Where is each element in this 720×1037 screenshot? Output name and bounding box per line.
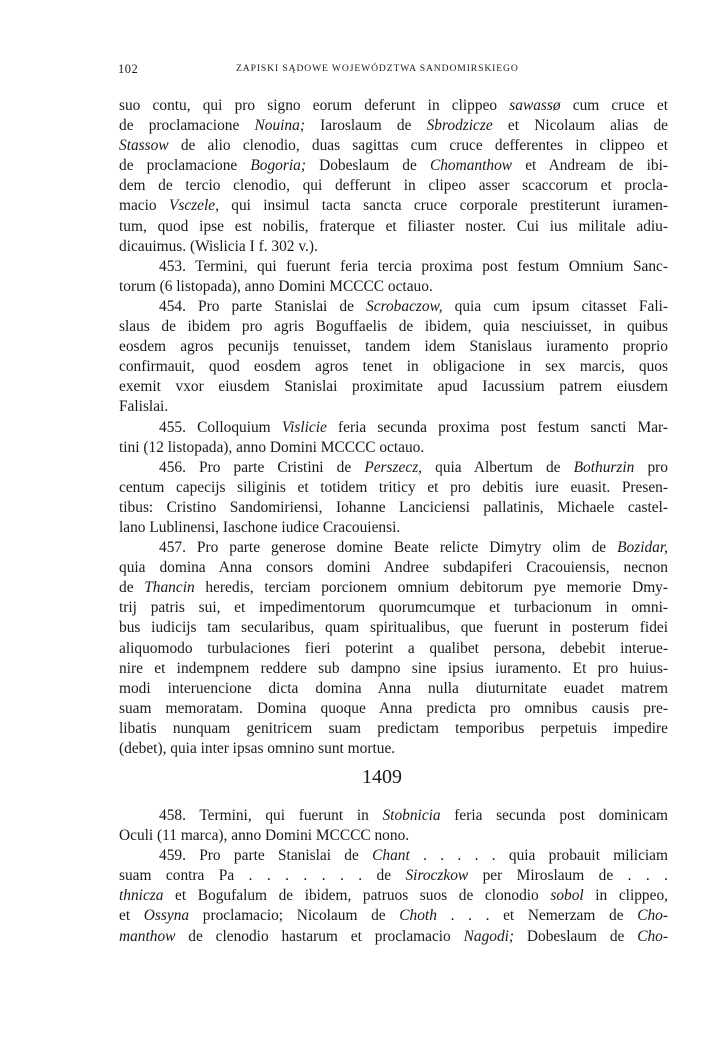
italic-name: Perszecz,: [364, 458, 423, 476]
italic-name: Chant: [372, 847, 410, 865]
text-run: dem de tercio clenodio, qui defferunt in clipeo asser scaccorum et procla-: [119, 177, 668, 195]
text-run: bus iudicijs tam secularibus, quam spiritualibus, que fuerunt in posterum fidei: [119, 619, 668, 637]
italic-name: Nagodi;: [463, 927, 515, 945]
text-line: [119, 679, 668, 699]
text-line: [119, 739, 668, 759]
italic-name: sobol: [550, 887, 584, 905]
text-line: [119, 806, 668, 826]
text-run: eosdem agros pecunijs tenuisset, tandem idem Stanislaus iuramento proprio: [119, 338, 668, 356]
text-run: de: [119, 579, 145, 597]
text-line: [119, 317, 668, 337]
text-run: quia domina Anna consors domini Andree subdapiferi Cracouiensis, necnon: [119, 559, 668, 577]
text-run: centum capecijs siliginis et totidem triticy et pro debitis iure euasit. Presen-: [119, 478, 668, 496]
italic-name: Nouina;: [254, 117, 305, 135]
text-run: pro: [634, 458, 668, 476]
text-run: tum, quod ipse est nobilis, fraterque et filiaster noster. Cui ius militale adiu-: [119, 217, 668, 235]
text-line: [119, 498, 668, 518]
italic-name: manthow: [119, 927, 176, 945]
text-run: suam memoratam. Domina quoque Anna predicta pro omnibus causis pre-: [119, 699, 668, 717]
text-run: confirmauit, quod eosdem agros tenet in obligacione in sex marcis, quos: [119, 358, 668, 376]
text-line: [119, 377, 668, 397]
italic-name: Cho-: [637, 927, 668, 945]
text-run: de clenodio hastarum et proclamacio: [175, 927, 464, 945]
text-run: 459. Pro parte Stanislai de: [159, 847, 373, 865]
text-line: [119, 438, 668, 458]
italic-name: Siroczkow: [405, 867, 469, 885]
text-run: et: [119, 907, 144, 925]
text-run: tibus: Cristino Sandomiriensi, Iohanne Lanciciensi pallatinis, Michaele castel-: [119, 498, 668, 516]
text-line: [119, 578, 668, 598]
text-line: [119, 337, 668, 357]
italic-name: Stassow: [119, 137, 169, 155]
text-run: et Nicolaum alias de: [492, 117, 669, 135]
text-run: 456. Pro parte Cristini de: [159, 458, 365, 476]
text-run: tini (12 listopada), anno Domini MCCCC octauo.: [119, 438, 425, 456]
text-run: in clippeo,: [583, 887, 668, 905]
text-line: [119, 538, 668, 558]
page-number: 102: [118, 62, 139, 76]
italic-name: sawassø: [509, 97, 561, 114]
page-header: [116, 62, 664, 78]
text-run: 458. Termini, qui fuerunt in: [159, 807, 383, 824]
text-line: [119, 357, 668, 377]
text-line: [119, 156, 668, 176]
italic-name: Scrobaczow,: [366, 297, 443, 315]
text-run: quia Albertum de: [422, 458, 574, 476]
text-run: 457. Pro parte generose domine Beate relicte Dimytry olim de: [159, 539, 618, 557]
text-run: suo contu, qui pro signo eorum deferunt in clippeo: [119, 97, 510, 114]
text-line: [119, 719, 668, 739]
italic-name: Sbrodzicze: [426, 117, 493, 135]
text-run: Dobeslaum de: [305, 157, 430, 175]
text-line: [119, 418, 668, 438]
text-line: [119, 397, 668, 417]
italic-name: Bozidar,: [617, 539, 668, 557]
text-line: [119, 826, 668, 846]
text-run: dicauimus. (Wislicia I f. 302 v.).: [119, 237, 318, 255]
text-run: 454. Pro parte Stanislai de: [159, 297, 367, 315]
text-run: Iaroslaum de: [304, 117, 427, 135]
italic-name: Thancin: [144, 579, 195, 597]
italic-name: Vsczele,: [168, 197, 219, 215]
italic-name: Ossyna: [143, 907, 190, 925]
body-text-block-2: [119, 806, 668, 947]
text-run: heredis, terciam porcionem omnium debitorum pye memorie Dmy-: [194, 579, 668, 597]
text-run: trij patris sui, et impedimentorum quorumcumque et turbacionum in omni-: [119, 599, 668, 617]
text-run: (debet), quia inter ipsas omnino sunt mortue.: [119, 740, 396, 757]
text-line: [119, 116, 668, 136]
text-run: macio: [119, 197, 169, 215]
text-line: [119, 618, 668, 638]
text-run: qui insimul tacta sancta cruce corporale prestiterunt iuramen-: [218, 197, 668, 215]
text-line: [119, 639, 668, 659]
text-line: [119, 518, 668, 538]
text-run: Falislai.: [119, 398, 169, 416]
text-line: [119, 217, 668, 237]
text-run: aliquomodo turbulaciones fieri poterint a qualibet persona, debebit interue-: [119, 639, 668, 657]
text-run: 455. Colloquium: [159, 418, 282, 436]
italic-name: Bogoria;: [250, 157, 306, 175]
text-line: [119, 96, 668, 116]
text-run: 453. Termini, qui fuerunt feria tercia proxima post festum Omnium Sanc-: [159, 257, 668, 275]
year-heading-text: 1409: [362, 766, 402, 788]
italic-name: Vislicie: [281, 418, 327, 436]
text-line: [119, 659, 668, 679]
text-line: [119, 237, 668, 257]
text-line: [119, 886, 668, 906]
text-line: [119, 196, 668, 216]
text-line: [119, 176, 668, 196]
text-run: quia cum ipsum citasset Fali-: [442, 297, 668, 315]
text-run: . . . et Nemerzam de: [436, 907, 638, 925]
text-run: per Miroslaum de . . .: [468, 867, 668, 885]
text-run: torum (6 listopada), anno Domini MCCCC octauo.: [119, 277, 433, 295]
text-run: de alio clenodio, duas sagittas cum cruce defferentes in clippeo et: [168, 137, 668, 155]
text-line: [119, 846, 668, 866]
text-run: exemit vxor eiusdem Stanislai proximitate apud Iacussium patrem eiusdem: [119, 378, 668, 396]
text-line: [119, 906, 668, 926]
text-run: lano Lublinensi, Iaschone iudice Cracouiensi.: [119, 518, 401, 536]
text-run: modi interuencione dicta domina Anna nulla diuturnitate euadet matrem: [119, 679, 668, 697]
text-run: Oculi (11 marca), anno Domini MCCCC nono.: [119, 827, 410, 845]
italic-name: Stobnicia: [382, 807, 441, 824]
text-line: [119, 478, 668, 498]
text-run: libatis nunquam genitricem suam predictam temporibus perpetuis impedire: [119, 719, 668, 737]
text-run: et Andream de ibi-: [512, 157, 668, 175]
text-line: [119, 866, 668, 886]
text-run: de proclamacione: [119, 157, 251, 175]
text-line: [119, 598, 668, 618]
text-run: de proclamacione: [119, 117, 255, 135]
italic-name: Choth: [399, 907, 437, 925]
italic-name: Bothurzin: [573, 458, 635, 476]
text-line: [119, 558, 668, 578]
text-line: [119, 257, 668, 277]
text-run: feria secunda post dominicam: [440, 807, 668, 824]
text-line: [119, 458, 668, 478]
text-run: suam contra Pa . . . . . . . de: [119, 867, 406, 885]
text-line: [119, 297, 668, 317]
body-text-block-1: [119, 96, 668, 759]
text-run: feria secunda proxima post festum sancti Mar-: [326, 418, 668, 436]
italic-name: thnicza: [119, 887, 164, 905]
italic-name: Cho-: [637, 907, 668, 925]
text-run: Dobeslaum de: [514, 927, 638, 945]
italic-name: Chomanthow: [429, 157, 513, 175]
text-line: [119, 136, 668, 156]
text-run: slaus de ibidem pro agris Boguffaelis de ibidem, quia nesciuisset, in quibus: [119, 318, 668, 336]
text-line: [119, 277, 668, 297]
text-run: nire et indempnem reddere sub dampno sine ipsius iuramento. Et pro huius-: [119, 659, 668, 677]
text-line: [119, 699, 668, 719]
text-run: . . . . . quia probauit miliciam: [409, 847, 668, 865]
text-run: cum cruce et: [560, 97, 668, 114]
text-run: proclamacio; Nicolaum de: [189, 907, 400, 925]
running-title: ZAPISKI SĄDOWE WOJEWÓDZTWA SANDOMIRSKIEGO: [236, 63, 519, 74]
text-run: et Bogufalum de ibidem, patruos suos de clonodio: [163, 887, 551, 905]
year-heading: [0, 766, 720, 789]
text-line: [119, 927, 668, 947]
